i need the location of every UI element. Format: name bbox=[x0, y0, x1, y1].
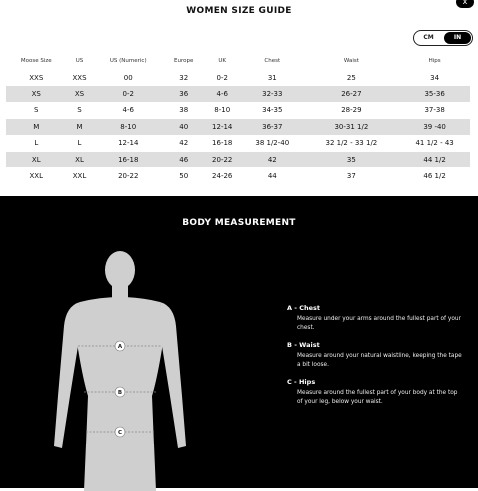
unit-toggle[interactable] bbox=[413, 30, 473, 46]
table-cell: L bbox=[67, 135, 93, 151]
table-cell: 44 bbox=[241, 168, 304, 184]
table-cell: 50 bbox=[164, 168, 203, 184]
legend-item-waist bbox=[287, 341, 462, 370]
table-cell: 16-18 bbox=[203, 135, 241, 151]
table-cell: 32 bbox=[164, 70, 203, 86]
column-header: Waist bbox=[343, 58, 359, 64]
table-cell: 41 1/2 - 43 bbox=[399, 135, 470, 151]
marker-c-label: C bbox=[117, 430, 123, 436]
table-cell: L bbox=[6, 135, 67, 151]
size-guide-panel bbox=[0, 0, 478, 196]
legend-label: B - Waist bbox=[287, 341, 320, 349]
table-row bbox=[6, 86, 470, 102]
table-cell: XXL bbox=[6, 168, 67, 184]
table-cell: 38 1/2-40 bbox=[241, 135, 304, 151]
table-row bbox=[6, 119, 470, 135]
table-cell: 34 bbox=[399, 70, 470, 86]
table-cell: 36-37 bbox=[241, 119, 304, 135]
table-cell: XXS bbox=[67, 70, 93, 86]
body-measurement-section bbox=[0, 196, 478, 488]
table-cell: 46 1/2 bbox=[399, 168, 470, 184]
column-header: US bbox=[75, 58, 84, 64]
table-cell: 35-36 bbox=[399, 86, 470, 102]
table-cell: 40 bbox=[164, 119, 203, 135]
table-cell: 46 bbox=[164, 151, 203, 167]
table-cell: 4-6 bbox=[92, 102, 164, 118]
table-cell: 32 1/2 - 33 1/2 bbox=[304, 135, 400, 151]
table-cell: 20-22 bbox=[92, 168, 164, 184]
table-cell: 36 bbox=[164, 86, 203, 102]
legend-item-chest bbox=[287, 304, 462, 333]
section-title: BODY MEASUREMENT bbox=[182, 218, 296, 228]
table-cell: 20-22 bbox=[203, 151, 241, 167]
table-cell: M bbox=[67, 119, 93, 135]
table-cell: 0-2 bbox=[203, 70, 241, 86]
size-table bbox=[6, 53, 470, 184]
table-cell: 32-33 bbox=[241, 86, 304, 102]
table-cell: 8-10 bbox=[203, 102, 241, 118]
legend-description: Measure under your arms around the fullest part of your chest. bbox=[297, 316, 461, 331]
table-cell: XXL bbox=[67, 168, 93, 184]
unit-cm-option[interactable]: CM bbox=[423, 34, 434, 41]
table-cell: 37 bbox=[304, 168, 400, 184]
table-cell: 00 bbox=[92, 70, 164, 86]
unit-in-option[interactable]: IN bbox=[444, 32, 471, 44]
marker-a-label: A bbox=[117, 344, 123, 350]
column-header: Europe bbox=[174, 58, 194, 64]
table-cell: 44 1/2 bbox=[399, 151, 470, 167]
table-cell: XXS bbox=[6, 70, 67, 86]
table-cell: 16-18 bbox=[92, 151, 164, 167]
column-header: Hips bbox=[428, 58, 441, 64]
table-cell: 0-2 bbox=[92, 86, 164, 102]
table-cell: 12-14 bbox=[92, 135, 164, 151]
table-cell: 8-10 bbox=[92, 119, 164, 135]
table-cell: 4-6 bbox=[203, 86, 241, 102]
legend-description: Measure around the fullest part of your body at the top of your leg, below your waist. bbox=[297, 390, 458, 405]
table-cell: 37-38 bbox=[399, 102, 470, 118]
table-cell: XL bbox=[67, 151, 93, 167]
column-header: Moose Size bbox=[20, 58, 52, 64]
table-row bbox=[6, 151, 470, 167]
table-row bbox=[6, 70, 470, 86]
table-cell: 28-29 bbox=[304, 102, 400, 118]
column-header: UK bbox=[218, 58, 227, 64]
measurement-legend bbox=[287, 304, 462, 415]
table-cell: 30-31 1/2 bbox=[304, 119, 400, 135]
page-title: WOMEN SIZE GUIDE bbox=[186, 6, 292, 16]
table-cell: S bbox=[67, 102, 93, 118]
table-cell: 42 bbox=[164, 135, 203, 151]
table-cell: XS bbox=[67, 86, 93, 102]
table-row bbox=[6, 135, 470, 151]
table-cell: 42 bbox=[241, 151, 304, 167]
table-cell: 24-26 bbox=[203, 168, 241, 184]
table-row bbox=[6, 168, 470, 184]
marker-b-label: B bbox=[117, 390, 123, 396]
table-cell: M bbox=[6, 119, 67, 135]
legend-description: Measure around your natural waistline, keeping the tape a bit loose. bbox=[297, 353, 462, 368]
table-cell: S bbox=[6, 102, 67, 118]
table-cell: 38 bbox=[164, 102, 203, 118]
column-header: Chest bbox=[264, 58, 281, 64]
table-row bbox=[6, 102, 470, 118]
table-cell: 31 bbox=[241, 70, 304, 86]
legend-label: C - Hips bbox=[287, 378, 316, 386]
legend-label: A - Chest bbox=[287, 304, 321, 312]
table-header-row bbox=[6, 53, 470, 70]
body-figure-illustration bbox=[40, 246, 200, 491]
table-cell: 12-14 bbox=[203, 119, 241, 135]
table-cell: 25 bbox=[304, 70, 400, 86]
table-cell: 26-27 bbox=[304, 86, 400, 102]
legend-item-hips bbox=[287, 378, 462, 407]
column-header: US (Numeric) bbox=[109, 58, 147, 64]
close-button[interactable]: x bbox=[456, 0, 474, 8]
table-cell: 34-35 bbox=[241, 102, 304, 118]
table-cell: 39 -40 bbox=[399, 119, 470, 135]
table-cell: 35 bbox=[304, 151, 400, 167]
table-cell: XL bbox=[6, 151, 67, 167]
table-cell: XS bbox=[6, 86, 67, 102]
